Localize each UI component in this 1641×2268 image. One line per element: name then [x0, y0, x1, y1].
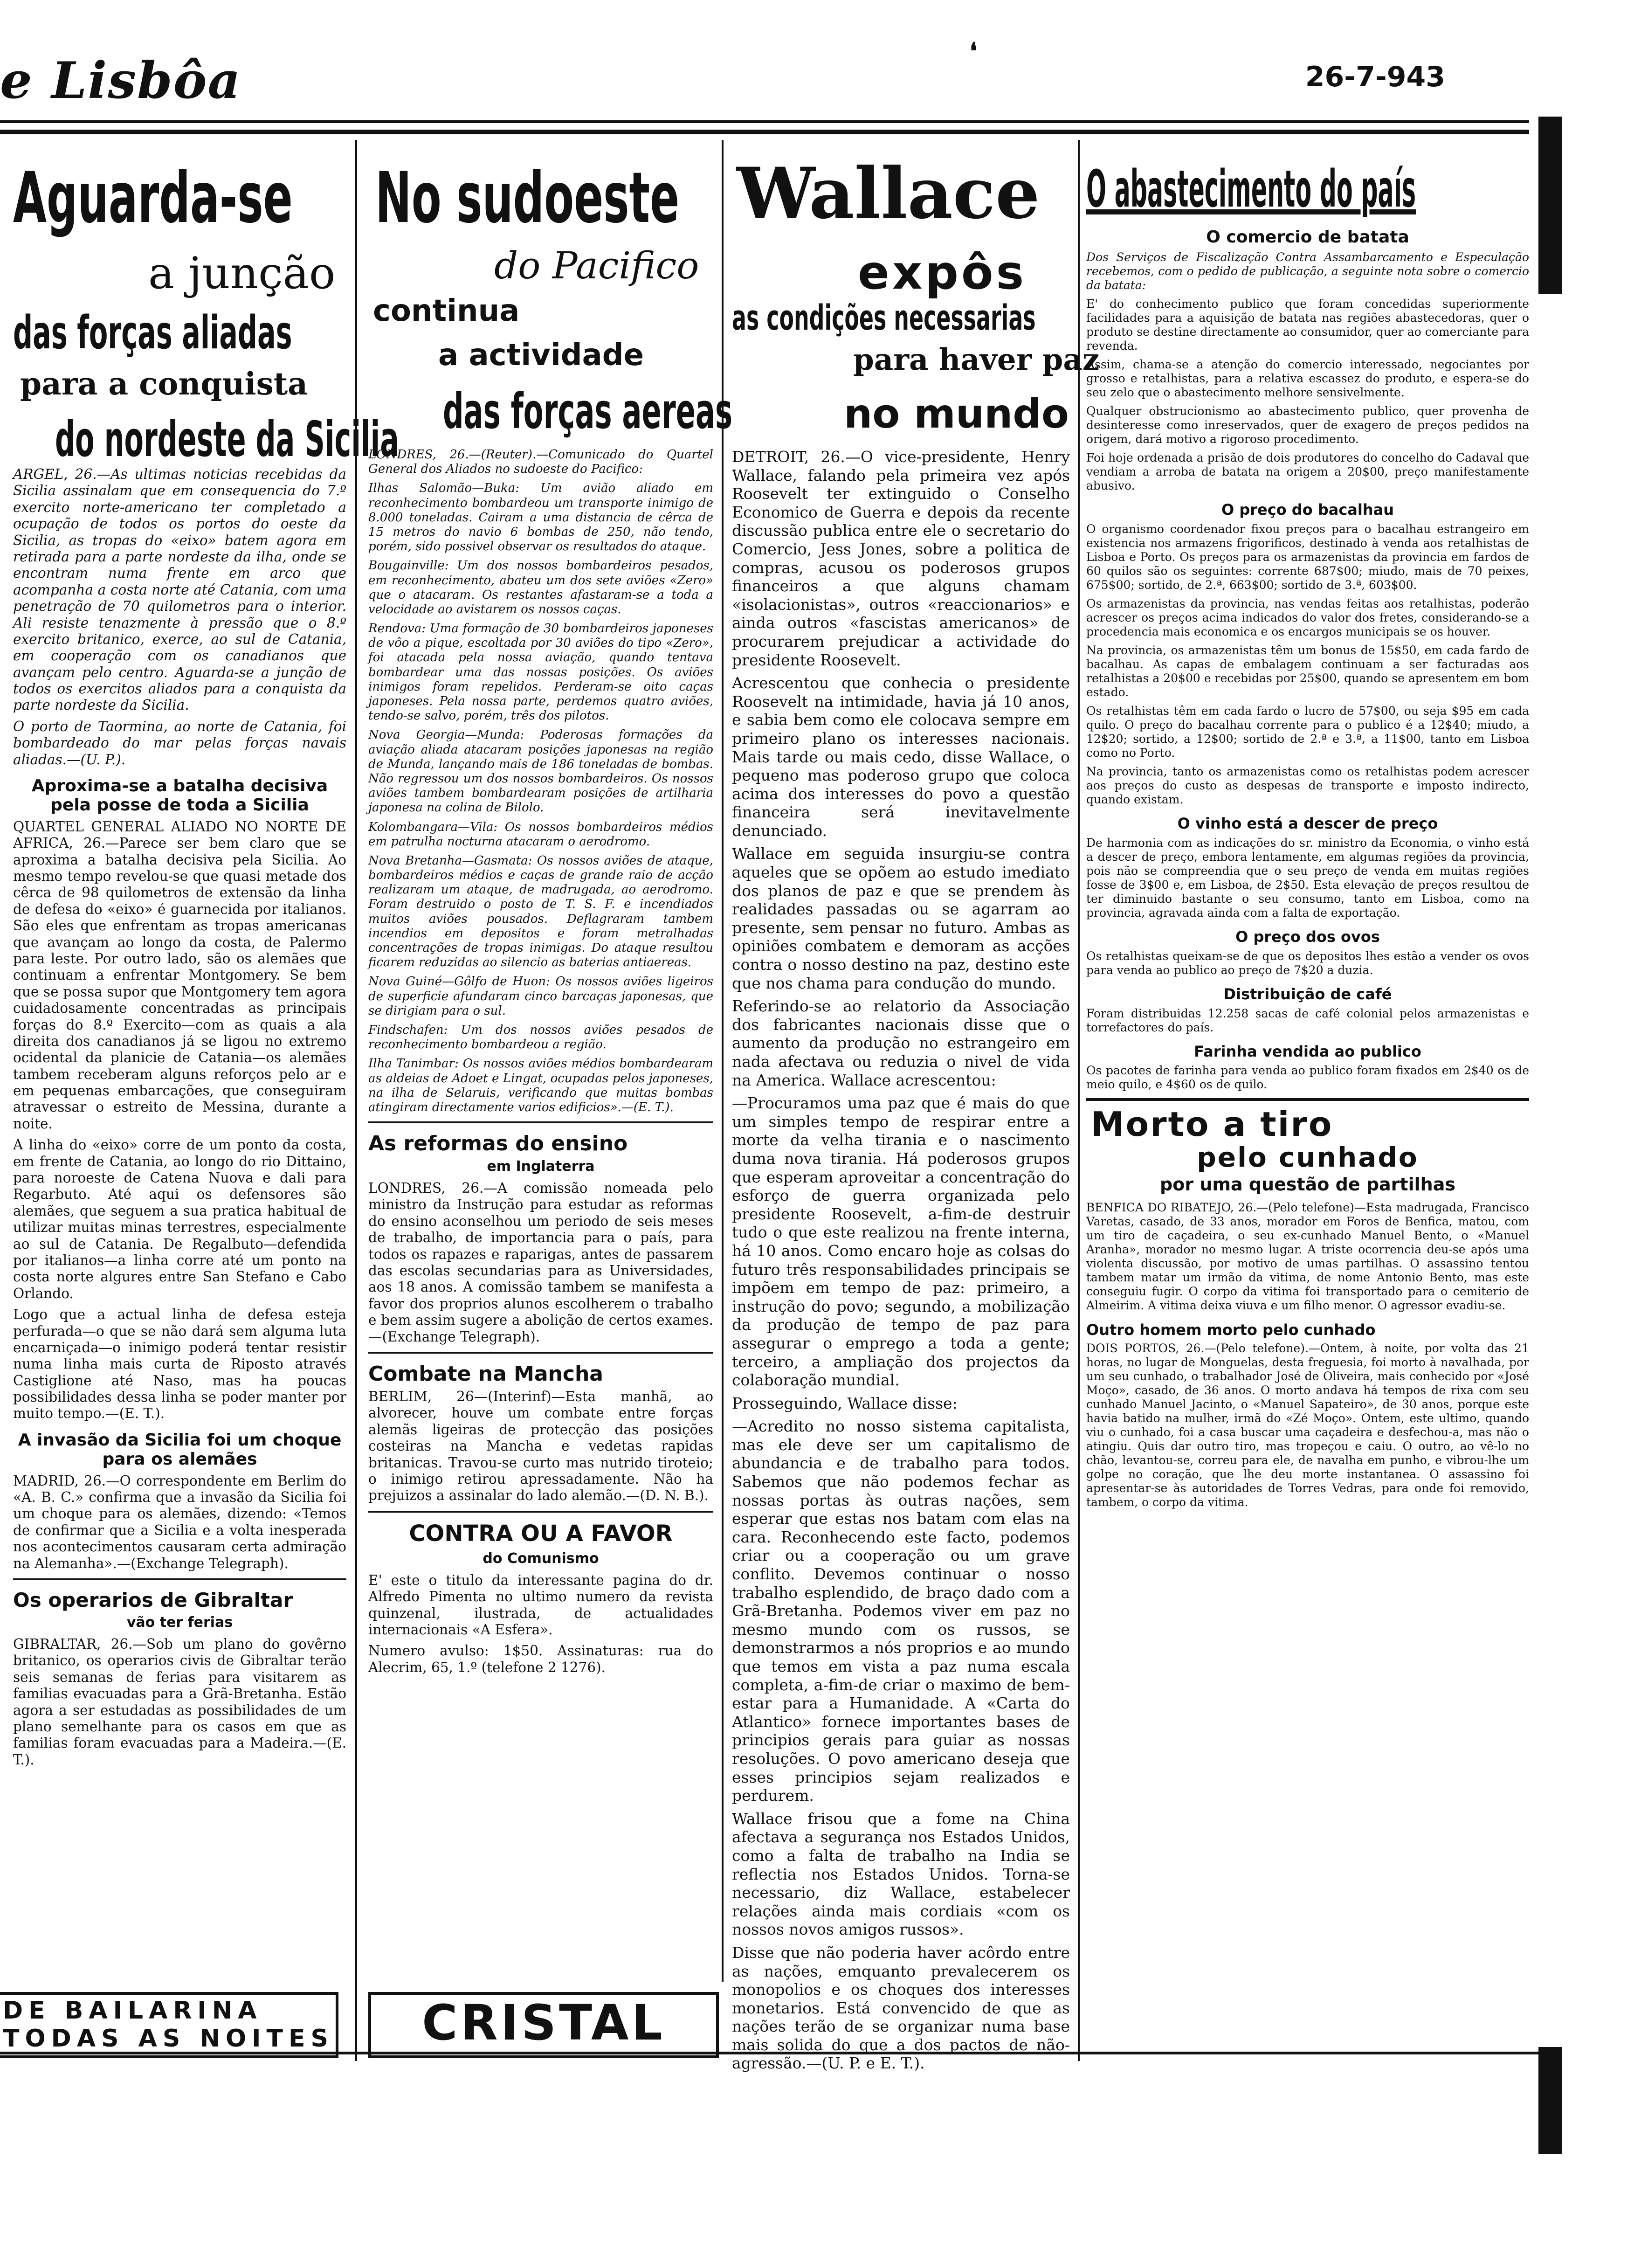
col1-lede: ARGEL, 26.—As ultimas noticias recebidas da Sicilia assinalam que em consequencia do 7.º exercito norte-americano ter completado a ocupação de todos os portos do oeste da Sicilia, as tropas do «eixo» batem agora em retirada para a parte nordeste da ilha, onde se encontram numa frente em arco que acompanha a costa norte até Catania, com uma penetração de 70 quilometros para o interior. Ali resiste tenazmente à pressão que o 8.º exercito britanico, exerce, ao sul de Catania, em cooperação com os canadianos que avançam pelo centro. Aguarda-se a junção de todos os exercitos aliados para a conquista da parte nordeste da Sicilia. — [13, 466, 346, 713]
column-2 — [368, 145, 733, 1991]
col2-subhead-1: As reformas do ensino — [368, 1132, 628, 1156]
col2-headline-5: das forças aereas — [443, 383, 733, 440]
issue-date: 26-7-943 — [1305, 61, 1445, 93]
col4-headline-4: por uma questão de partilhas — [1160, 1174, 1455, 1195]
col2-p2: Ilhas Salomão—Buka: Um avião aliado em reconhecimento bombardeou um transporte inimigo de 8.000 toneladas. Cairam a uma distancia de cêrca de 15 metros do navio 6 bombas de 250, não tendo, porém, sido possivel observar os resultados do ataque. — [368, 481, 713, 554]
masthead — [0, 33, 1641, 121]
col4-p16: DOIS PORTOS, 26.—(Pelo telefone).—Ontem, à noite, por volta das 21 horas, no lugar de Monguelas, desta freguesia, foi morto à navalhada, por um seu cunhado, o trabalhador José de Oliveira, mais conhecido por «José Moço», casado, de 36 anos. O morto andava há tempos de rixa com seu cunhado Manuel Jacinto, o «Manuel Sapateiro», de 30 anos, porque este havia batido na mulher, irmã do «Zé Moço». Ontem, este ultimo, quando viu o cunhado, foi a casa buscar uma caçadeira e desfechou-a, mas não o atingiu. Quis dar outro tiro, mas tropeçou e caiu. O outro, ao vê-lo no chão, levantou-se, correu para ele, de navalha em punho, e vibrou-lhe um golpe no coração, que lhe deu morte instantanea. O assassino foi apresentar-se às autoridades de Torres Vedras, para onde foi removido, tambem, o corpo da vitima. — [1086, 1341, 1529, 1509]
col2-p6: Kolombangara—Vila: Os nossos bombardeiros médios em patrulha nocturna atacaram o aerodromo. — [368, 820, 713, 849]
col3-p5: —Procuramos uma paz que é mais do que um simples tempo de respirar entre a morte da velha tirania e o nascimento duma nova tirania. Há poderosos grupos que esperam aproveitar a concentração do esforço de guerra organizada pelo presidente Roosevelt, a-fim-de destruir tudo o que este realizou na frente interna, há 10 anos. Como encaro hoje as colsas do futuro três responsabilidades principais se impõem em tempo de paz: primeiro, a instrução do povo; segundo, a mobilização da produção de tempo de paz para assegurar o emprego a toda a gente; terceiro, a ampliação dos projectos da colaboração mundial. — [732, 1094, 1070, 1390]
masthead-rule-bottom — [0, 130, 1529, 134]
col3-lede: DETROIT, 26.—O vice-presidente, Henry Wallace, falando pela primeira vez após Roosevelt ter extinguido o Conselho Economico de Guerra e depois da recente discussão publica entre ele o secretario do Comercio, Jess Jones, sobre a politica de compras, acusou os poderosos grupos financeiros a que alguns chamam «isolacionistas», outros «reaccionarios» e ainda outros «fascistas americanos» de procurarem prejudicar a actividade do presidente Roosevelt. — [732, 448, 1070, 669]
col4-p11: De harmonia com as indicações do sr. ministro da Economia, o vinho está a descer de preço, embora lentamente, em algumas regiões da provincia, pois não se compreendia que o seu preço de venda em muitas regiões fosse de 3$00 e, em Lisboa, de 2$50. Esta elevação de preços resultou de ter diminuido bastante o seu consumo, tanto em Lisboa, como na provincia, agravada ainda com a falta de exportação. — [1086, 836, 1529, 920]
col4-p10: Na provincia, tanto os armazenistas como os retalhistas podem acrescer aos preços do custo as despesas de transporte e imposto indirecto, quando existam. — [1086, 765, 1529, 807]
col4-subhead-3: O vinho está a descer de preço — [1177, 815, 1438, 833]
col4-p7: Os armazenistas da provincia, nas vendas feitas aos retalhistas, poderão acrescer os preços acima indicados do valor dos fretes, considerando-se a procedencia mais economica e os encargos municipais se os houver. — [1086, 597, 1529, 639]
col1-subhead-3b: vão ter ferias — [126, 1614, 233, 1631]
print-mark: ❛ — [970, 37, 978, 65]
col4-headline-2: Morto a tiro — [1091, 1105, 1333, 1144]
col1-headline-3: das forças aliadas — [13, 306, 292, 360]
col2-p5: Nova Georgia—Munda: Poderosas formações da aviação aliada atacaram posições japonesas na região de Munda, lançando mais de 186 toneladas de bombas. Não regressou um dos nossos bombardeiros. Os nossos aviões tambem bombardearam posições de artilharia japonesa na colina de Bilolo. — [368, 728, 713, 815]
col4-subhead-2: O preço do bacalhau — [1221, 501, 1394, 519]
col2-subhead-3: CONTRA OU A FAVOR — [409, 1520, 673, 1547]
scan-edge-top — [1538, 117, 1562, 294]
col4-subhead-5: Distribuição de café — [1223, 985, 1392, 1003]
col3-headline-3: as condições necessarias — [732, 298, 1036, 338]
col1-headline-4: para a conquista — [20, 366, 308, 402]
col2-p11: LONDRES, 26.—A comissão nomeada pelo ministro da Instrução para estudar as reformas do ensino aconselhou um periodo de seis meses de trabalho, de importancia para o país, para todos os rapazes e raparigas, antes de passarem das escolas secundarias para as Universidades, aos 18 anos. A comissão tambem se manifesta a favor dos proprios alunos escolherem o trabalho e bem assim sugere a abolição de certos exames.—(Exchange Telegraph). — [368, 1180, 713, 1345]
col3-headline — [732, 145, 1100, 448]
col4-p4: Qualquer obstrucionismo ao abastecimento publico, quer provenha de desinteresse como inreservados, quer de exagero de preços pedidos na origem, dará motivo a rigoroso procedimento. — [1086, 404, 1529, 446]
col2-headline-main: No sudoeste — [375, 158, 680, 239]
col2-p7: Nova Bretanha—Gasmata: Os nossos aviões de ataque, bombardeiros médios e caças de grande raio de acção realizaram um ataque, de madrugada, ao aerodromo. Foram destruido o posto de T. S. F. e incendiados muitos aviões pousados. Deflagraram tambem incendios em depositos e foram metralhadas concentrações de tropas inimigas. Do ataque resultou ficarem reduzidas ao silencio as baterias antiaereas. — [368, 853, 713, 970]
col3-p6: Prosseguindo, Wallace disse: — [732, 1394, 958, 1412]
col1-subhead-2: A invasão da Sicilia foi um choque para os alemães — [18, 1430, 342, 1469]
col2-p4: Rendova: Uma formação de 30 bombardeiros japoneses de vôo a pique, escoltada por 30 aviões do tipo «Zero», foi atacada pela nossa aviação, quando tentava bombardear uma das nossas posições. Os aviões inimigos foram repelidos. Perderam-se oito caças japoneses. Pela nossa parte, perdemos quatro aviões, tendo-se salvo, porém, três dos pilotos. — [368, 622, 713, 723]
col2-divider-2 — [368, 1352, 713, 1354]
col1-p2: O porto de Taormina, ao norte de Catania, foi bombardeado do mar pelas forças navais aliadas.—(U. P.). — [13, 718, 346, 768]
scan-edge-bottom — [1538, 2047, 1562, 2154]
col1-headline-2: a junção — [148, 248, 336, 299]
col4-lede: Dos Serviços de Fiscalização Contra Assambarcamento e Especulação recebemos, com o pedido de publicação, a seguinte nota sobre o comercio da batata: — [1086, 250, 1529, 292]
col3-p7: —Acredito no nosso sistema capitalista, mas ele deve ser um capitalismo de abundancia e de trabalho para todos. Sabemos que não podemos fechar as nossas portas às outras nações, sem esperar que estas nos batam com elas na cara. Reconhecendo este facto, podemos criar ou a cooperação ou um grave conflito. Devemos continuar o nosso trabalho esplendido, de braço dado com a Grã-Bretanha. Podemos viver em paz no mesmo mundo com os russos, se demonstrarmos a nós proprios e ao mundo que temos em vista a paz numa escala completa, a-fim-de criar o maximo de bem-estar para a Humanidade. A «Carta do Atlantico» fornece importantes bases de principios gerais para guiar as nossas resoluções. O povo americano deseja que esses principios sejam realizados e perdurem. — [732, 1417, 1070, 1805]
col2-p9: Findschafen: Um dos nossos aviões pesados de reconhecimento bombardeou a região. — [368, 1023, 713, 1052]
col2-p14: Numero avulso: 1$50. Assinaturas: rua do Alecrim, 65, 1.º (telefone 2 1276). — [368, 1643, 713, 1675]
col2-headline-3: continua — [373, 294, 520, 328]
col1-p5: Logo que a actual linha de defesa esteja perfurada—o que se não dará sem alguma luta encarniçada—o inimigo poderá tentar resistir numa linha mais curta de Riposto através Castiglione até Naso, mas ha poucas possibilidades dessa linha se poder manter por muito tempo.—(E. T.). — [13, 1307, 346, 1422]
col4-p12: Os retalhistas queixam-se de que os depositos lhes estão a vender os ovos para venda ao publico ao preço de 7$20 a duzia. — [1086, 949, 1529, 977]
col1-p7: GIBRALTAR, 26.—Sob um plano do govêrno britanico, os operarios civis de Gibraltar terão seis semanas de ferias para visitarem as familias evacuadas para a Grã-Bretanha. Estão agora a ser estudadas as possibilidades de um plano semelhante para os casos em que as familias foram evacuadas para a Madeira.—(E. T.). — [13, 1636, 346, 1768]
ad-cristal — [368, 1992, 719, 2058]
ad-bailarina-text: DE BAILARINA TODAS AS NOITES — [3, 1997, 334, 2053]
col2-divider-1 — [368, 1121, 713, 1123]
col3-headline-4: para haver paz — [853, 342, 1100, 377]
col4-p13: Foram distribuidas 12.258 sacas de café colonial pelos armazenistas e torrefactores do país. — [1086, 1006, 1529, 1034]
ad-bailarina — [0, 1992, 338, 2058]
col4-headline-3: pelo cunhado — [1197, 1141, 1419, 1174]
col2-subhead-3b: do Comunismo — [483, 1550, 599, 1567]
col4-divider — [1086, 1098, 1529, 1101]
col1-p4: A linha do «eixo» corre de um ponto da costa, em frente de Catania, ao longo do rio Dittaino, para noroeste de Catena Nuova e dali para Regarbuto. Até aqui os defensores são alemães, que seguem a sua pratica habitual de utilizar muitas minas terrestres, especialmente ao sul de Catania. De Regalbuto—defendida por italianos—a linha corre até um ponto na costa norte algures entre San Stefano e Cabo Orlando. — [13, 1137, 346, 1301]
col2-headline — [368, 145, 733, 448]
col3-headline-main: Wallace — [737, 152, 1040, 235]
col3-headline-2: expôs — [858, 245, 1027, 300]
col4-p8: Na provincia, os armazenistas têm um bonus de 15$50, em cada fardo de bacalhau. As capas de embalagem continuam a ser facturadas aos retalhistas a 20$00 e recebidas por 25$00, quando se apresentem em bom estado. — [1086, 643, 1529, 699]
column-4 — [1086, 145, 1529, 2056]
col1-subhead-1: Aproxima-se a batalha decisiva pela posse de toda a Sicilia — [31, 776, 328, 815]
col2-subhead-1b: em Inglaterra — [487, 1158, 595, 1175]
col2-p10: Ilha Tanimbar: Os nossos aviões médios bombardearam as aldeias de Adoet e Lingat, ocupadas pelos japoneses, na ilha de Selaruis, verificando que muitas bombas atingiram directamente varios edificios».—(E. T.). — [368, 1057, 713, 1114]
col2-lede: LONDRES, 26.—(Reuter).—Comunicado do Quartel General dos Aliados no sudoeste do Pacifico: — [368, 448, 713, 477]
col2-p12: BERLIM, 26—(Interinf)—Esta manhã, ao alvorecer, houve um combate entre forças alemãs ligeiras de protecção das posições costeiras na Mancha e vedetas rapidas britanicas. Travou-se curto mas nutrido tiroteio; o inimigo retirou apressadamente. Não ha prejuizos a assinalar do lado alemão.—(D. N. B.). — [368, 1388, 713, 1504]
col4-p9: Os retalhistas têm em cada fardo o lucro de 57$00, ou seja $95 em cada quilo. O preço do bacalhau corrente para o publico é a 12$40; miudo, a 12$20; sortido, a 12$00; sortido de 2.ª e 3.ª, a 11$00, tanto em Lisboa como no Porto. — [1086, 704, 1529, 760]
col4-p5: Foi hoje ordenada a prisão de dois produtores do concelho do Cadaval que vendiam a arroba de batata na origem a 20$00, preço manifestamente abusivo. — [1086, 451, 1529, 493]
col2-headline-2: do Pacifico — [494, 244, 699, 287]
col1-p3: QUARTEL GENERAL ALIADO NO NORTE DE AFRICA, 26.—Parece ser bem claro que se aproxima a batalha decisiva pela Sicilia. Ao mesmo tempo revelou-se que quasi metade dos cêrca de 98 quilometros de extensão da linha de defesa do «eixo» é guarnecida por italianos. São eles que enfrentam as tropas americanas que avançam ao longo da costa, de Palermo para leste. Por outro lado, são os alemães que continuam a enfrentar Montgomery. Se bem que se possa supor que Montgomery tem agora cuidadosamente concentradas as principais forças do 8.º Exercito—com as quais a ala direita dos canadianos já se ligou no extremo ocidental da planicie de Catania—os alemães tambem receberam alguns reforços pelo ar e em pequenas embarcações, que conseguiram atravessar o estreito de Messina, durante a noite. — [13, 818, 346, 1132]
col4-subhead-1: O comercio de batata — [1206, 228, 1409, 247]
col3-p8: Wallace frisou que a fome na China afectava a segurança nos Estados Unidos, como a falta de trabalho na India se reflectia nos Estados Unidos. Torna-se necessario, diz Wallace, estabelecer relações ainda mais cordiais «com os nossos novos amigos russos». — [732, 1809, 1070, 1939]
col4-headline-main: O abastecimento do país — [1086, 159, 1416, 219]
masthead-rule-top — [0, 120, 1529, 123]
col3-p2: Acrescentou que conhecia o presidente Roosevelt na intimidade, havia já 10 anos, e sabia bem como ele colocava sempre em primeiro plano os interesses nacionais. Mais tarde ou mais cedo, disse Wallace, o pequeno mas poderoso grupo que coloca acima dos interesses do povo a questão financeira será inevitavelmente denunciado. — [732, 674, 1070, 840]
col4-p3: Assim, chama-se a atenção do comercio interessado, negociantes por grosso e retalhistas, para a relativa escassez do produto, e espera-se do seu zelo que o abastecimento melhore sensivelmente. — [1086, 358, 1529, 400]
col2-p13: E' este o titulo da interessante pagina do dr. Alfredo Pimenta no ultimo numero da revista quinzenal, ilustrada, de actualidades internacionais «A Esfera». — [368, 1572, 713, 1638]
col4-subhead-6: Farinha vendida ao publico — [1194, 1042, 1421, 1060]
column-rule-3 — [1078, 140, 1080, 2061]
column-3 — [732, 145, 1100, 2073]
col4-p2: E' do conhecimento publico que foram concedidas superiormente facilidades para a aquisição de batata nas regiões abastecedoras, quer o produto se destine directamente ao consumidor, quer ao comerciante para revenda. — [1086, 297, 1529, 353]
col1-headline-main: Aguarda-se — [13, 158, 293, 239]
col2-headline-4: a actividade — [438, 338, 644, 373]
col2-subhead-2: Combate na Mancha — [368, 1362, 603, 1386]
col4-p14: Os pacotes de farinha para venda ao publico foram fixados em 2$40 os de meio quilo, e 4$60 os de quilo. — [1086, 1064, 1529, 1092]
col3-p9: Disse que não poderia haver acôrdo entre as nações, emquanto prevalecerem os monopolios e os choques dos interesses monetarios. Está convencido de que as nações terão de se organizar numa base mais solida do que a dos pactos de não-agressão.—(U. P. e E. T.). — [732, 1943, 1070, 2073]
col2-divider-3 — [368, 1511, 713, 1513]
col4-subhead-7: Outro homem morto pelo cunhado — [1086, 1321, 1376, 1339]
col1-p6: MADRID, 26.—O correspondente em Berlim do «A. B. C.» confirma que a invasão da Sicilia foi um choque para os alemães, dizendo: «Temos de confirmar que a Sicilia e a volta inesperada nos acontecimentos causaram certa admiração na Alemanha».—(Exchange Telegraph). — [13, 1473, 346, 1571]
col4-p6: O organismo coordenador fixou preços para o bacalhau estrangeiro em existencia nos armazens frigorificos, destinado à venda aos retalhistas de Lisboa e Porto. Os preços para os armazenistas da provincia em fardos de 60 quilos são os seguintes: corrente 687$00; miudo, mais de 70 peixes, 675$00; sortido, de 2.ª, 663$00; sortido de 3.ª, 603$00. — [1086, 522, 1529, 592]
column-1 — [13, 145, 399, 1986]
col1-subhead-3: Os operarios de Gibraltar — [13, 1589, 293, 1611]
col3-headline-5: no mundo — [844, 391, 1069, 437]
col2-p8: Nova Guiné—Gôlfo de Huon: Os nossos aviões ligeiros de superficie afundaram cinco barcaças japonesas, que se dirigiam para o sul. — [368, 975, 713, 1018]
col3-p4: Referindo-se ao relatorio da Associação dos fabricantes nacionais disse que o aumento da produção no estrangeiro em nada afectava ou reduzia o nivel de vida na America. Wallace acrescentou: — [732, 997, 1070, 1089]
col4-headline — [1086, 145, 1529, 219]
newspaper-title: e Lisbôa — [0, 51, 241, 110]
col4-p15: BENFICA DO RIBATEJO, 26.—(Pelo telefone)—Esta madrugada, Francisco Varetas, casado, de 33 anos, morador em Foros de Benfica, matou, com um tiro de caçadeira, o seu ex-cunhado Manuel Bento, o «Manuel Aranha», morador no mesmo lugar. A triste ocorrencia deu-se após uma violenta discussão, por motivo de umas partilhas. O assassino tentou tambem matar um irmão da vitima, de nome Antonio Bento, mas este conseguiu fugir. O corpo da vitima foi transportado para o cemiterio de Almeirim. A vitima deixa viuva e um filho menor. O agressor evadiu-se. — [1086, 1201, 1529, 1313]
col2-p3: Bougainville: Um dos nossos bombardeiros pesados, em reconhecimento, abateu um dos sete aviões «Zero» que o atacaram. Os restantes afastaram-se a toda a velocidade ao avistarem os nossos caças. — [368, 559, 713, 616]
col1-divider — [13, 1578, 346, 1580]
col4-subhead-4: O preço dos ovos — [1235, 927, 1380, 946]
col3-p3: Wallace em seguida insurgiu-se contra aqueles que se opõem ao estudo imediato dos planos de paz e que se prendem às realidades passadas ou se agarram ao presente, sem pensar no futuro. Ambas as opiniões combatem e demoram as acções contra o nosso destino na paz, destino este que nos chama para condução do mundo. — [732, 844, 1070, 992]
ad-cristal-text: CRISTAL — [422, 1994, 665, 2051]
col1-headline-5: do nordeste da Sicilia — [55, 411, 399, 468]
